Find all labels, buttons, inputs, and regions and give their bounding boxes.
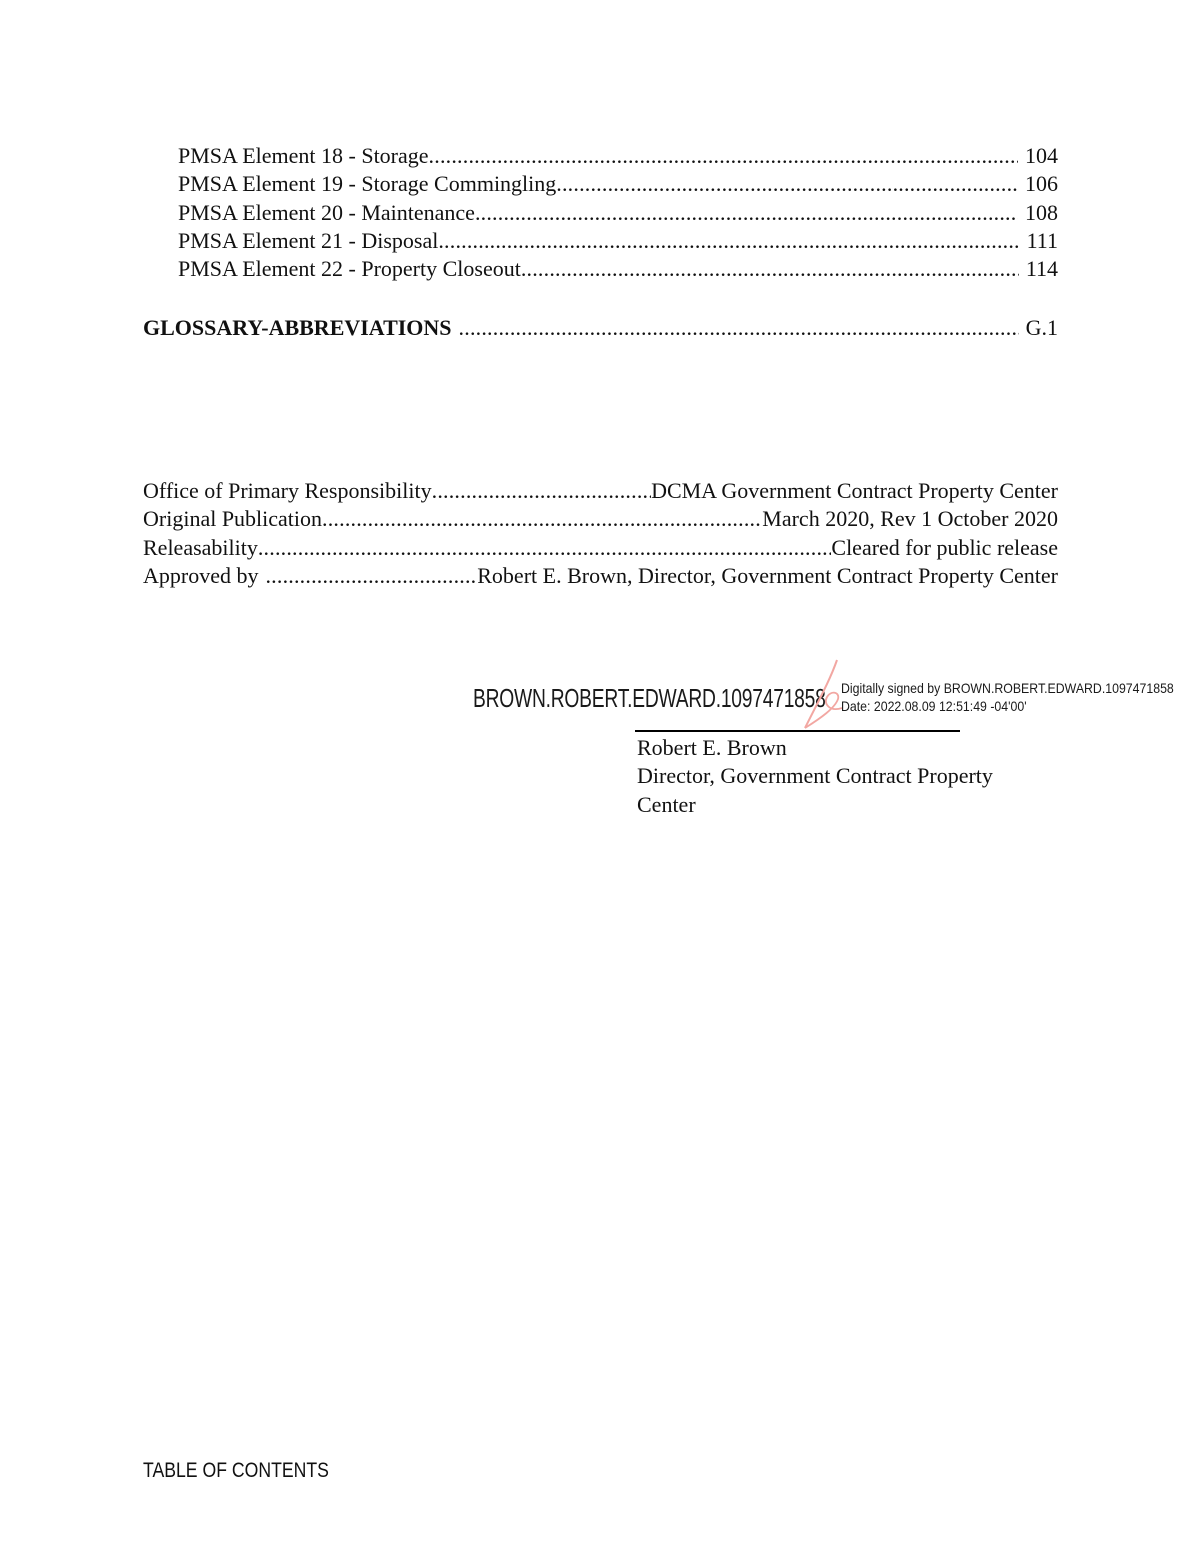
info-value: March 2020, Rev 1 October 2020: [762, 506, 1058, 532]
toc-entry: [178, 255, 1058, 283]
dot-leader: [432, 477, 651, 505]
signer-title-line2: Center: [637, 791, 696, 817]
info-label: Office of Primary Responsibility: [143, 478, 432, 503]
toc-glossary-entry: [143, 314, 1058, 342]
toc-entry: [178, 142, 1058, 170]
dot-leader: [438, 227, 1019, 255]
info-label: Releasability: [143, 534, 258, 560]
dot-leader: [556, 170, 1018, 198]
signer-title-line1: Director, Government Contract Property: [637, 763, 993, 789]
publication-info: [143, 477, 1058, 590]
toc-glossary-page: G.1: [1025, 315, 1058, 340]
info-row: [143, 505, 1058, 533]
signer-block: [637, 734, 1057, 819]
toc-entry-title: PMSA Element 20 - Maintenance: [178, 199, 475, 225]
toc-entry-page: 111: [1026, 227, 1058, 253]
signature-line: [635, 730, 960, 732]
info-value: Cleared for public release: [831, 534, 1058, 560]
toc-glossary-title: GLOSSARY-ABBREVIATIONS: [143, 315, 452, 340]
toc-entry-title: PMSA Element 19 - Storage Commingling: [178, 171, 557, 197]
toc-entry-title: PMSA Element 21 - Disposal: [178, 227, 439, 253]
dot-leader: [521, 255, 1019, 283]
info-value: DCMA Government Contract Property Center: [651, 478, 1058, 503]
toc-entry-page: 108: [1025, 199, 1058, 225]
signature-date-line: Date: 2022.08.09 12:51:49 -04'00': [841, 698, 1027, 714]
toc-entry-title: PMSA Element 18 - Storage: [178, 143, 429, 168]
info-row: [143, 534, 1058, 562]
toc-entry-page: 114: [1025, 256, 1058, 282]
signer-name: Robert E. Brown: [637, 735, 787, 760]
dot-leader: [459, 314, 1019, 342]
info-value: Robert E. Brown, Director, Government Contract Property Center: [477, 562, 1058, 588]
info-row: [143, 477, 1058, 505]
digitally-signed-line: Digitally signed by BROWN.ROBERT.EDWARD.1097471858: [841, 680, 1174, 696]
dot-leader: [475, 199, 1018, 227]
digital-signature-certificate-name: BROWN.ROBERT.EDWARD.1097471858: [473, 683, 826, 713]
toc-entry-title: PMSA Element 22 - Property Closeout: [178, 256, 521, 282]
toc-entries: [178, 142, 1058, 283]
page-footer-label: TABLE OF CONTENTS: [143, 1459, 329, 1482]
toc-entry-page: 106: [1025, 171, 1058, 197]
dot-leader: [322, 505, 762, 533]
toc-entry: [178, 170, 1058, 198]
info-label: Original Publication: [143, 506, 323, 532]
digital-signature-details: [841, 679, 1174, 715]
dot-leader: [258, 534, 832, 562]
toc-entry-page: 104: [1025, 143, 1058, 168]
info-label: Approved by: [143, 562, 259, 588]
dot-leader: [265, 562, 477, 590]
dot-leader: [429, 142, 1018, 170]
toc-entry: [178, 227, 1058, 255]
toc-entry: [178, 199, 1058, 227]
info-row: [143, 562, 1058, 590]
